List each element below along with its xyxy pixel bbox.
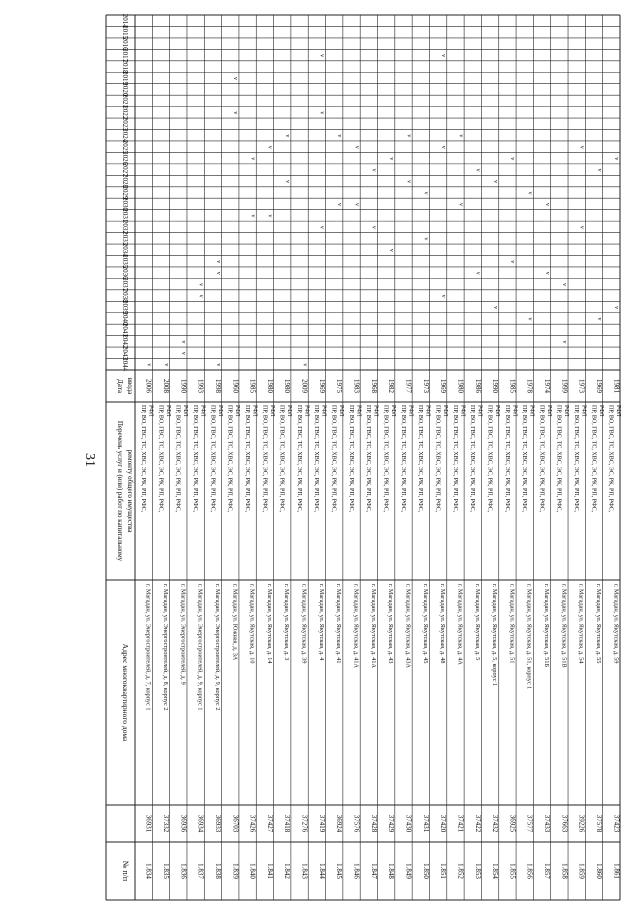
row-works: РФЛ bbox=[182, 405, 189, 417]
row-works: ПР, ВО, ГВС, ТС, ХВС, ЭС, РК, РП, РФС, bbox=[295, 405, 302, 513]
row-address: г. Магадан, ул. Энергостроителей, д. 8, корпус 2 bbox=[161, 584, 169, 711]
row-year: 1975 bbox=[335, 379, 344, 393]
row-works: РФЛ bbox=[147, 405, 154, 417]
row-num: 1.836 bbox=[179, 863, 188, 879]
row-works: ПР, ВО, ГВС, ТС, ХВС, ЭС, РК, РП, РФС, bbox=[278, 405, 285, 513]
row-address: г. Магадан, ул. Якутская, д. 54 bbox=[577, 584, 585, 664]
repair-mark: v bbox=[474, 271, 481, 275]
row-year: 1977 bbox=[404, 379, 413, 393]
repair-mark: v bbox=[439, 145, 446, 149]
row-works: ПР, ВО, ГВС, ТС, ХВС, ЭС, РК, РП, РФС, bbox=[590, 405, 597, 513]
row-num: 1.854 bbox=[491, 863, 500, 879]
row-year: 1993 bbox=[196, 379, 205, 393]
repair-mark: v bbox=[232, 111, 239, 115]
repair-mark: v bbox=[318, 225, 325, 229]
row-works: ПР, ВО, ГВС, ТС, ХВС, ЭС, РК, РП, РФС, bbox=[607, 405, 614, 513]
row-works: РФЛ bbox=[320, 405, 327, 417]
row-address: г. Магадан, ул. Южная, д. 3А bbox=[231, 584, 239, 661]
row-id: 36703 bbox=[231, 814, 240, 833]
repair-mark: v bbox=[543, 203, 550, 207]
row-works: РФЛ bbox=[493, 405, 500, 417]
row-num: 1.847 bbox=[369, 863, 378, 879]
header-num: № п/п bbox=[121, 860, 130, 882]
header-year-2040: 2040 bbox=[121, 311, 129, 326]
row-address: г. Магадан, ул. Якутская, д. 4А bbox=[456, 584, 464, 665]
repair-mark: v bbox=[266, 214, 273, 218]
row-id: 37663 bbox=[560, 814, 569, 833]
repair-mark: v bbox=[249, 214, 256, 218]
header-year: ввода bbox=[126, 377, 134, 395]
header-year-2035: 2035 bbox=[121, 254, 129, 269]
row-address: г. Магадан, ул. Якутская, д. 51, корпус 1 bbox=[525, 584, 533, 690]
row-works: РФЛ bbox=[303, 405, 310, 417]
header-year-2031: 2031 bbox=[121, 208, 129, 223]
row-num: 1.834 bbox=[144, 863, 153, 879]
repair-mark: v bbox=[180, 340, 187, 344]
row-address: г. Магадан, ул. Якутская, д. 39 bbox=[300, 584, 308, 664]
row-id: 37578 bbox=[595, 814, 604, 833]
repair-mark: v bbox=[491, 180, 498, 184]
header-year-2022: 2022 bbox=[121, 105, 129, 120]
row-works: РФЛ bbox=[286, 405, 293, 417]
row-year: 1973 bbox=[421, 379, 430, 393]
repair-mark: v bbox=[578, 145, 585, 149]
row-id: 37428 bbox=[369, 814, 378, 833]
header-year-2024: 2024 bbox=[121, 128, 129, 143]
row-id: 37276 bbox=[300, 814, 309, 833]
repair-mark: v bbox=[214, 260, 221, 264]
row-works: РФЛ bbox=[372, 405, 379, 417]
row-address: г. Магадан, ул. Якутская, д. 45 bbox=[421, 584, 429, 664]
repair-mark: v bbox=[370, 225, 377, 229]
row-id: 37427 bbox=[265, 814, 274, 833]
row-id: 37423 bbox=[612, 814, 621, 833]
header-year-2043: 2043 bbox=[121, 345, 129, 360]
row-works: ПР, ВО, ГВС, ТС, ХВС, ЭС, РК, РП, РФС, bbox=[503, 405, 510, 513]
row-year: 1968 bbox=[369, 379, 378, 393]
row-num: 1.835 bbox=[161, 863, 170, 879]
header-year-2028: 2028 bbox=[121, 174, 129, 189]
header-year-2029: 2029 bbox=[121, 185, 129, 200]
row-works: ПР, ВО, ГВС, ТС, ХВС, ЭС, РК, РП, РФС, bbox=[365, 405, 372, 513]
header-year-2017: 2017 bbox=[121, 48, 129, 63]
repair-mark: v bbox=[526, 317, 533, 321]
row-works: ПР, ВО, ГВС, ТС, ХВС, ЭС, РК, РП, РФС, bbox=[313, 405, 320, 513]
row-id: 37429 bbox=[387, 814, 396, 833]
row-works: ПР, ВО, ГВС, ТС, ХВС, ЭС, РК, РП, РФС, bbox=[555, 405, 562, 513]
row-year: 1980 bbox=[265, 379, 274, 393]
row-works: ПР, ВО, ГВС, ТС, ХВС, ЭС, РК, РП, РФС, bbox=[434, 405, 441, 513]
row-num: 1.855 bbox=[508, 863, 517, 879]
row-id: 37418 bbox=[283, 814, 292, 833]
row-address: г. Магадан, ул. Энергостроителей, д. 7, корпус 1 bbox=[144, 584, 152, 711]
row-num: 1.841 bbox=[265, 863, 274, 879]
row-address: г. Магадан, ул. Якутская, д. 14 bbox=[265, 584, 273, 664]
header-year-2021: 2021 bbox=[121, 93, 129, 108]
repair-mark: v bbox=[162, 363, 169, 367]
row-works: РФЛ bbox=[563, 405, 570, 417]
header-year-2034: 2034 bbox=[121, 242, 129, 257]
row-works: РФЛ bbox=[597, 405, 604, 417]
row-num: 1.853 bbox=[473, 863, 482, 879]
header-year-2015: 2015 bbox=[121, 25, 129, 40]
row-works: РФЛ bbox=[234, 405, 241, 417]
row-works: РФЛ bbox=[545, 405, 552, 417]
repair-mark: v bbox=[578, 225, 585, 229]
row-year: 1986 bbox=[473, 379, 482, 393]
repair-mark: v bbox=[405, 134, 412, 138]
row-works: РФЛ bbox=[199, 405, 206, 417]
row-num: 1.850 bbox=[421, 863, 430, 879]
row-id: 36934 bbox=[196, 814, 205, 833]
repair-mark: v bbox=[214, 271, 221, 275]
row-id: 37426 bbox=[248, 814, 257, 833]
row-address: г. Магадан, ул. Якутская, д. 41А bbox=[352, 584, 360, 668]
row-year: 1980 bbox=[283, 379, 292, 393]
row-id: 37433 bbox=[543, 814, 552, 833]
repair-mark: v bbox=[353, 203, 360, 207]
repair-mark: v bbox=[439, 54, 446, 58]
row-id: 36933 bbox=[213, 814, 222, 833]
header-year-2044: 2044 bbox=[121, 357, 129, 372]
repair-mark: v bbox=[284, 180, 291, 184]
row-works: РФЛ bbox=[407, 405, 414, 417]
row-address: г. Магадан, ул. Якутская, д. 51Б bbox=[543, 584, 551, 668]
header-year-2023: 2023 bbox=[121, 116, 129, 131]
row-works: ПР, ВО, ГВС, ТС, ХВС, ЭС, РК, РП, РФС, bbox=[174, 405, 181, 513]
row-address: г. Магадан, ул. Якутская, д. 51 bbox=[508, 584, 516, 664]
repair-mark: v bbox=[387, 248, 394, 252]
row-num: 1.837 bbox=[196, 863, 205, 879]
row-works: РФЛ bbox=[251, 405, 258, 417]
row-num: 1.852 bbox=[456, 863, 465, 879]
row-address: г. Магадан, ул. Энергостроителей, д. 9, корпус 2 bbox=[213, 584, 221, 711]
row-id: 36936 bbox=[179, 814, 188, 833]
row-num: 1.845 bbox=[335, 863, 344, 879]
row-num: 1.848 bbox=[387, 863, 396, 879]
row-year: 1998 bbox=[213, 379, 222, 393]
header-year-2038: 2038 bbox=[121, 288, 129, 303]
repair-mark: v bbox=[474, 168, 481, 172]
row-address: г. Магадан, ул. Якутская, д. 55 bbox=[595, 584, 603, 664]
row-works: РФЛ bbox=[424, 405, 431, 417]
header-year-2027: 2027 bbox=[121, 162, 129, 177]
row-year: 1990 bbox=[179, 379, 188, 393]
row-works: РФЛ bbox=[615, 405, 622, 417]
row-works: РФЛ bbox=[528, 405, 535, 417]
row-year: 2006 bbox=[144, 379, 153, 393]
row-works: ПР, ВО, ГВС, ТС, ХВС, ЭС, РК, РП, РФС, bbox=[573, 405, 580, 513]
row-works: ПР, ВО, ГВС, ТС, ХВС, ЭС, РК, РП, РФС, bbox=[451, 405, 458, 513]
repair-mark: v bbox=[336, 134, 343, 138]
repair-mark: v bbox=[336, 203, 343, 207]
header-address: Адрес многоквартирного дома bbox=[121, 643, 130, 742]
row-id: 36924 bbox=[335, 814, 344, 833]
repair-mark: v bbox=[180, 351, 187, 355]
row-year: 1969 bbox=[595, 379, 604, 393]
repair-mark: v bbox=[387, 157, 394, 161]
row-address: г. Магадан, ул. Якутская, д. 3 bbox=[283, 584, 291, 661]
header-works: Перечень услуг и (или) работ по капитальному bbox=[116, 420, 124, 562]
repair-mark: v bbox=[232, 77, 239, 81]
repair-mark: v bbox=[439, 294, 446, 298]
row-id: 37420 bbox=[439, 814, 448, 833]
row-num: 1.861 bbox=[612, 863, 621, 879]
row-num: 1.857 bbox=[543, 863, 552, 879]
repair-mark: v bbox=[353, 145, 360, 149]
row-works: ПР, ВО, ГВС, ТС, ХВС, ЭС, РК, РП, РФС, bbox=[157, 405, 164, 513]
repair-mark: v bbox=[595, 168, 602, 172]
repair-mark: v bbox=[509, 260, 516, 264]
row-num: 1.846 bbox=[352, 863, 361, 879]
row-address: г. Магадан, ул. Якутская, д. 10 bbox=[248, 584, 256, 664]
repair-mark: v bbox=[561, 340, 568, 344]
repair-mark: v bbox=[457, 134, 464, 138]
repair-mark: v bbox=[197, 283, 204, 287]
row-works: ПР, ВО, ГВС, ТС, ХВС, ЭС, РК, РП, РФС, bbox=[191, 405, 198, 513]
row-year: 1969 bbox=[317, 379, 326, 393]
row-year: 1980 bbox=[456, 379, 465, 393]
row-works: ПР, ВО, ГВС, ТС, ХВС, ЭС, РК, РП, РФС, bbox=[209, 405, 216, 513]
row-id: 37430 bbox=[404, 814, 413, 833]
repair-mark: v bbox=[405, 180, 412, 184]
header-year-2032: 2032 bbox=[121, 219, 129, 234]
row-id: 37577 bbox=[525, 814, 534, 833]
row-address: г. Магадан, ул. Якутская, д. 41А bbox=[369, 584, 377, 668]
header-year: Дата bbox=[116, 379, 124, 393]
header-year-2014: 2014 bbox=[121, 13, 129, 28]
row-address: г. Магадан, ул. Якутская, д. 41 bbox=[335, 584, 343, 664]
row-address: г. Магадан, ул. Якутская, д. 5 bbox=[473, 584, 481, 661]
repair-mark: v bbox=[318, 54, 325, 58]
row-year: 1978 bbox=[525, 379, 534, 393]
row-works: РФЛ bbox=[441, 405, 448, 417]
row-id: 37422 bbox=[473, 814, 482, 833]
repair-mark: v bbox=[145, 363, 152, 367]
repair-mark: v bbox=[491, 306, 498, 310]
row-works: ПР, ВО, ГВС, ТС, ХВС, ЭС, РК, РП, РФС, bbox=[243, 405, 250, 513]
row-address: г. Магадан, ул. Якутская, д. 59 bbox=[612, 584, 620, 664]
row-works: РФЛ bbox=[511, 405, 518, 417]
row-works: ПР, ВО, ГВС, ТС, ХВС, ЭС, РК, РП, РФС, bbox=[399, 405, 406, 513]
row-works: РФЛ bbox=[459, 405, 466, 417]
row-works: РФЛ bbox=[216, 405, 223, 417]
row-address: г. Магадан, ул. Энергостроителей, д. 9 bbox=[179, 584, 187, 685]
row-id: 37431 bbox=[421, 814, 430, 833]
row-year: 1983 bbox=[352, 379, 361, 393]
row-works: ПР, ВО, ГВС, ТС, ХВС, ЭС, РК, РП, РФС, bbox=[521, 405, 528, 513]
header-year-2030: 2030 bbox=[121, 196, 129, 211]
row-num: 1.856 bbox=[525, 863, 534, 879]
row-works: РФЛ bbox=[580, 405, 587, 417]
row-year: 1973 bbox=[577, 379, 586, 393]
row-num: 1.844 bbox=[317, 863, 326, 879]
row-year: 1974 bbox=[543, 379, 552, 393]
header-year-2039: 2039 bbox=[121, 300, 129, 315]
row-address: г. Магадан, ул. Якутская, д. 48 bbox=[439, 584, 447, 664]
header-year-2019: 2019 bbox=[121, 70, 129, 85]
row-year: 1990 bbox=[491, 379, 500, 393]
header-year-2036: 2036 bbox=[121, 265, 129, 280]
header-year-2033: 2033 bbox=[121, 231, 129, 246]
row-id: 36931 bbox=[144, 814, 153, 833]
row-works: РФЛ bbox=[338, 405, 345, 417]
repair-mark: v bbox=[301, 363, 308, 367]
header-year-2041: 2041 bbox=[121, 322, 129, 337]
row-works: ПР, ВО, ГВС, ТС, ХВС, ЭС, РК, РП, РФС, bbox=[417, 405, 424, 513]
row-address: г. Магадан, ул. Энергостроителей, д. 9, корпус 1 bbox=[196, 584, 204, 711]
repair-mark: v bbox=[526, 191, 533, 195]
row-year: 1999 bbox=[560, 379, 569, 393]
row-works: РФЛ bbox=[390, 405, 396, 417]
header-year-2018: 2018 bbox=[121, 59, 129, 74]
repair-mark: v bbox=[595, 317, 602, 321]
row-year: 2009 bbox=[300, 379, 309, 393]
row-works: ПР, ВО, ГВС, ТС, ХВС, ЭС, РК, РП, РФС, bbox=[140, 405, 146, 513]
row-id: 39226 bbox=[577, 814, 586, 833]
row-year: 1985 bbox=[508, 379, 517, 393]
row-num: 1.843 bbox=[300, 863, 309, 879]
row-address: г. Магадан, ул. Якутская, д. 51В bbox=[560, 584, 568, 668]
header-year-2037: 2037 bbox=[121, 277, 129, 292]
row-num: 1.851 bbox=[439, 863, 448, 879]
row-address: г. Магадан, ул. Якутская, д. 5, корпус 1 bbox=[491, 584, 499, 687]
repair-mark: v bbox=[613, 306, 620, 310]
row-works: ПР, ВО, ГВС, ТС, ХВС, ЭС, РК, РП, РФС, bbox=[347, 405, 354, 513]
header-year-2042: 2042 bbox=[121, 334, 129, 349]
repair-mark: v bbox=[284, 134, 291, 138]
row-works: РФЛ bbox=[268, 405, 275, 417]
row-works: ПР, ВО, ГВС, ТС, ХВС, ЭС, РК, РП, РФС, bbox=[226, 405, 233, 513]
row-address: г. Магадан, ул. Якутская, д. 4 bbox=[317, 584, 325, 661]
table-content bbox=[116, 14, 621, 882]
repair-mark: v bbox=[457, 203, 464, 207]
row-year: 1960 bbox=[231, 379, 240, 393]
repair-mark: v bbox=[509, 157, 516, 161]
repair-mark: v bbox=[266, 145, 273, 149]
row-year: 1982 bbox=[387, 379, 396, 393]
row-id: 37421 bbox=[456, 814, 465, 833]
row-works: РФЛ bbox=[476, 405, 483, 417]
row-year: 1985 bbox=[248, 379, 257, 393]
repair-mark: v bbox=[561, 283, 568, 287]
header-year-2016: 2016 bbox=[121, 36, 129, 51]
repair-mark: v bbox=[370, 168, 377, 172]
repair-mark: v bbox=[214, 363, 221, 367]
header-year-2025: 2025 bbox=[121, 139, 129, 154]
row-id: 37419 bbox=[317, 814, 326, 833]
row-num: 1.838 bbox=[213, 863, 222, 879]
row-works: ПР, ВО, ГВС, ТС, ХВС, ЭС, РК, РП, РФС, bbox=[486, 405, 493, 513]
row-works: ПР, ВО, ГВС, ТС, ХВС, ЭС, РК, РП, РФС, bbox=[538, 405, 545, 513]
repair-mark: v bbox=[422, 237, 429, 241]
row-num: 1.849 bbox=[404, 863, 413, 879]
row-address: г. Магадан, ул. Якутская, д. 43 bbox=[387, 584, 395, 664]
row-id: 37576 bbox=[352, 814, 361, 833]
page-number: 31 bbox=[82, 453, 97, 467]
row-num: 1.840 bbox=[248, 863, 257, 879]
header-works: ремонту общего имущества bbox=[126, 449, 134, 533]
row-id: 37332 bbox=[161, 814, 170, 833]
repair-mark: v bbox=[543, 271, 550, 275]
row-works: ПР, ВО, ГВС, ТС, ХВС, ЭС, РК, РП, РФС, bbox=[469, 405, 476, 513]
repair-mark: v bbox=[249, 157, 256, 161]
row-num: 1.860 bbox=[595, 863, 604, 879]
header-year-2020: 2020 bbox=[121, 82, 129, 97]
row-id: 37432 bbox=[491, 814, 500, 833]
repair-mark: v bbox=[318, 111, 325, 115]
row-works: ПР, ВО, ГВС, ТС, ХВС, ЭС, РК, РП, РФС, bbox=[261, 405, 268, 513]
row-works: ПР, ВО, ГВС, ТС, ХВС, ЭС, РК, РП, РФС, bbox=[330, 405, 337, 513]
row-year: 1981 bbox=[612, 379, 621, 393]
row-num: 1.842 bbox=[283, 863, 292, 879]
row-works: ПР, ВО, ГВС, ТС, ХВС, ЭС, РК, РП, РФС, bbox=[382, 405, 389, 513]
row-works: РФЛ bbox=[355, 405, 362, 417]
header-year-2026: 2026 bbox=[121, 151, 129, 166]
repair-mark: v bbox=[422, 191, 429, 195]
repair-mark: v bbox=[197, 294, 204, 298]
row-address: г. Магадан, ул. Якутская, д. 43А bbox=[404, 584, 412, 668]
row-year: 2008 bbox=[161, 379, 170, 393]
repair-mark: v bbox=[613, 157, 620, 161]
row-year: 1969 bbox=[439, 379, 448, 393]
row-num: 1.858 bbox=[560, 863, 569, 879]
row-num: 1.859 bbox=[577, 863, 586, 879]
row-works: РФЛ bbox=[164, 405, 171, 417]
row-id: 36925 bbox=[508, 814, 517, 833]
row-num: 1.839 bbox=[231, 863, 240, 879]
